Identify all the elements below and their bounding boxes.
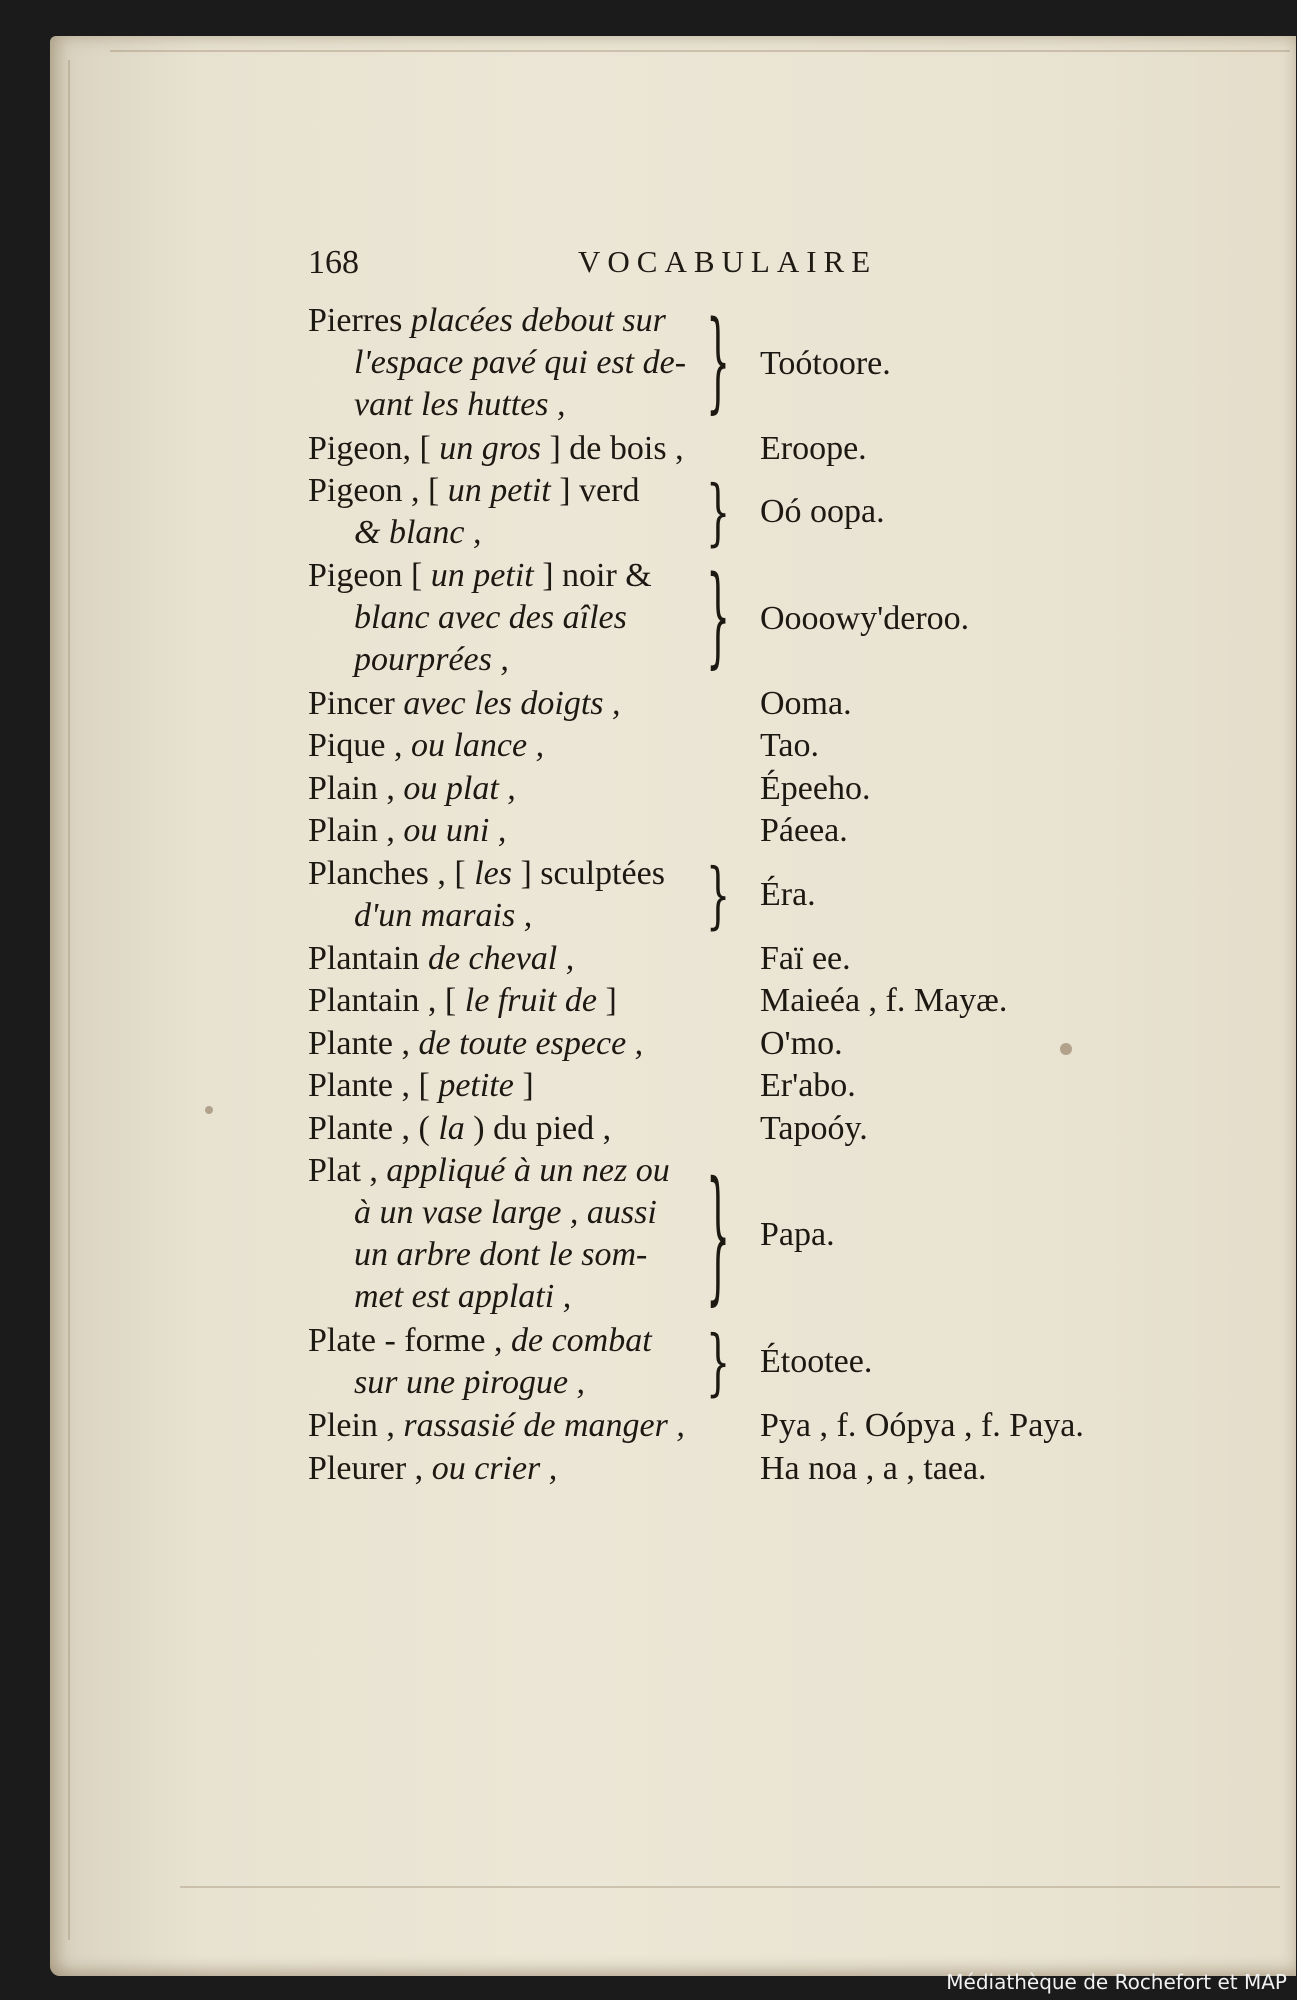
vocabulary-entry (308, 725, 1188, 768)
vocabulary-entry (308, 1108, 1188, 1151)
entry-gloss: petite (438, 1067, 514, 1104)
entry-term (308, 980, 713, 1022)
entry-headword: Pierres (308, 302, 411, 339)
entry-gloss: appliqué à un nez ou (386, 1152, 670, 1189)
entry-gloss-tail: ] (513, 1067, 534, 1104)
entry-headword: Plain , (308, 769, 404, 807)
entry-term (308, 1108, 713, 1150)
entry-headword: Pigeon [ (308, 557, 431, 594)
entry-gloss: de combat (511, 1322, 652, 1359)
entry-continuation-line: pourprées , (354, 641, 509, 678)
entry-translation: Papa. (760, 1215, 835, 1253)
entry-headword: Pigeon , [ (308, 472, 448, 509)
entry-gloss: ou lance , (410, 727, 545, 764)
entry-term (308, 300, 713, 426)
entry-translation: Pya , f. Oópya , f. Paya. (760, 1407, 1084, 1444)
entry-continuation-line: l'espace pavé qui est de- (354, 344, 687, 381)
entry-headword: Pigeon, [ (308, 429, 440, 467)
vocabulary-entry (308, 1023, 1188, 1066)
image-credit: Médiathèque de Rochefort et MAP (946, 1970, 1287, 1994)
entry-headword: Plantain (308, 939, 428, 977)
entry-translation: Ha noa , a , taea. (760, 1449, 987, 1487)
vocabulary-entry (308, 1150, 1188, 1320)
entry-headword: Plante , [ (308, 1067, 439, 1104)
entry-headword: Plein , (308, 1407, 404, 1444)
entry-headword: Pique , (308, 727, 411, 764)
page-edge-line (68, 60, 70, 1940)
entry-continuation-line: & blanc , (354, 514, 482, 551)
entry-translation: Eroope. (760, 429, 867, 467)
entry-term (308, 683, 713, 725)
entry-translation: Faï ee. (760, 939, 851, 977)
vocabulary-entry (308, 938, 1188, 981)
entry-translation: Ooma. (760, 684, 852, 722)
running-head (308, 244, 944, 288)
entry-term (308, 555, 713, 681)
entry-headword: Plante , ( (308, 1109, 439, 1147)
entry-gloss: rassasié de manger , (403, 1407, 685, 1444)
page-edge-line (180, 1886, 1280, 1888)
entry-translation: Tapoóy. (760, 1109, 868, 1147)
entry-translation: Épeeho. (760, 769, 871, 807)
entry-term (308, 810, 713, 852)
entry-gloss: ou plat , (403, 769, 516, 807)
entry-headword: Pleurer , (308, 1449, 432, 1487)
entry-translation: Páeea. (760, 812, 848, 849)
page-number: 168 (308, 244, 359, 281)
entry-gloss: avec les doigts , (403, 684, 621, 722)
vocabulary-entry (308, 1320, 1188, 1405)
entry-gloss: de cheval , (427, 939, 575, 977)
entry-continuation-line: un arbre dont le som- (354, 1236, 648, 1273)
entry-gloss: le fruit de (464, 982, 597, 1019)
entry-continuation-line: met est applati , (354, 1278, 572, 1315)
entry-term (308, 1448, 713, 1490)
entry-term (308, 938, 713, 980)
running-title: VOCABULAIRE (578, 244, 878, 279)
brace-icon: } (706, 553, 731, 680)
entry-headword: Plante , (308, 1024, 419, 1062)
entry-term (308, 768, 713, 810)
entry-gloss-tail: ] sculptées (511, 854, 665, 892)
brace-icon: } (706, 469, 731, 554)
entry-continuation-line: sur une pirogue , (354, 1364, 586, 1401)
entry-translation: Tao. (760, 727, 819, 764)
entry-gloss-tail: ] (596, 982, 617, 1019)
vocabulary-entry (308, 810, 1188, 853)
entry-headword: Plain , (308, 812, 404, 849)
entry-term (308, 1023, 713, 1065)
vocabulary-entry (308, 1065, 1188, 1108)
vocabulary-entry (308, 683, 1188, 726)
brace-icon: } (706, 298, 731, 425)
entry-translation: Oó oopa. (760, 493, 885, 531)
entry-gloss: un petit (430, 557, 534, 594)
entry-gloss-tail: ) du pied , (464, 1109, 612, 1147)
entry-translation: Éra. (760, 875, 816, 913)
entry-headword: Pincer (308, 684, 404, 722)
entry-gloss: de toute espece , (418, 1024, 644, 1062)
vocabulary-entry (308, 555, 1188, 683)
entry-gloss: ou crier , (431, 1449, 558, 1487)
entry-translation: Étootee. (760, 1343, 873, 1381)
vocabulary-entry (308, 1405, 1188, 1448)
entry-continuation-line: à un vase large , aussi (354, 1194, 657, 1231)
entry-gloss: un petit (447, 472, 551, 509)
entry-continuation-line: vant les huttes , (354, 386, 566, 423)
entry-term (308, 1405, 713, 1447)
entry-gloss-tail: ] de bois , (540, 429, 684, 467)
vocabulary-entry (308, 470, 1188, 555)
entry-gloss-tail: ] verd (550, 472, 640, 509)
vocabulary-entry (308, 428, 1188, 471)
entry-translation: Er'abo. (760, 1067, 856, 1104)
entry-translation: Maieéa , f. Mayæ. (760, 982, 1008, 1019)
entry-translation: O'mo. (760, 1024, 843, 1062)
entry-gloss: un gros (439, 429, 541, 467)
vocabulary-entry (308, 768, 1188, 811)
entry-headword: Plate - forme , (308, 1322, 511, 1359)
entry-translation: Toótoore. (760, 344, 891, 382)
entry-headword: Plantain , [ (308, 982, 465, 1019)
entry-term (308, 1150, 713, 1318)
vocabulary-entry (308, 300, 1188, 428)
entry-gloss-tail: ] noir & (533, 557, 652, 594)
entry-gloss: les (474, 854, 512, 892)
page-edge-line (110, 50, 1290, 52)
entry-translation: Oooowy'deroo. (760, 599, 970, 637)
entry-gloss: placées debout sur (410, 302, 666, 339)
entry-term (308, 428, 713, 470)
vocabulary-entry (308, 853, 1188, 938)
entry-term (308, 470, 713, 554)
entry-gloss: ou uni , (403, 812, 507, 849)
entry-headword: Planches , [ (308, 854, 475, 892)
brace-icon: } (706, 1319, 731, 1404)
entry-gloss: la (438, 1109, 465, 1147)
entry-headword: Plat , (308, 1152, 387, 1189)
brace-icon: } (706, 852, 731, 936)
entry-term (308, 1320, 713, 1404)
entry-term (308, 1065, 713, 1107)
vocabulary-entry (308, 1448, 1188, 1491)
paper-stain (205, 1106, 213, 1114)
entry-term (308, 725, 713, 767)
vocabulary-entry (308, 980, 1188, 1023)
entry-continuation-line: blanc avec des aîles (354, 599, 627, 636)
brace-icon: } (706, 1151, 731, 1319)
entry-term (308, 853, 713, 937)
entry-continuation-line: d'un marais , (354, 896, 533, 934)
